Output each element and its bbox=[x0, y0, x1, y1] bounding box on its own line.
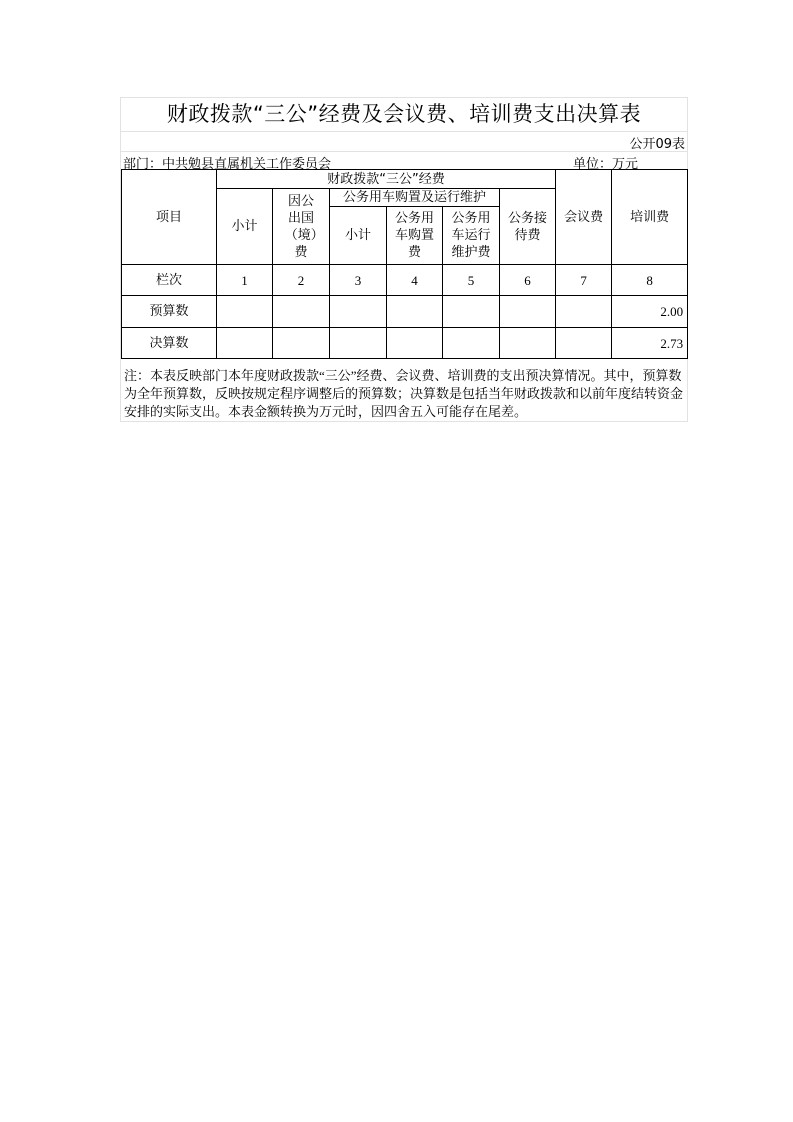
table-cell bbox=[387, 296, 443, 328]
table-cell bbox=[443, 328, 500, 359]
column-number: 4 bbox=[387, 265, 443, 296]
table-cell bbox=[556, 328, 612, 359]
header-vehicle-operation-text: 公务用车运行维护费 bbox=[451, 211, 491, 260]
table-cell bbox=[556, 296, 612, 328]
header-vehicle-purchase-text: 公务用车购置费 bbox=[394, 211, 434, 260]
info-row bbox=[121, 152, 687, 172]
row-label-final: 决算数 bbox=[122, 328, 217, 359]
header-reception-text: 公务接待费 bbox=[508, 210, 548, 243]
header-vehicle-purchase bbox=[387, 207, 443, 265]
unit-label: 单位：万元 bbox=[573, 157, 639, 172]
column-number-label: 栏次 bbox=[122, 265, 217, 296]
table-code-row bbox=[121, 132, 687, 152]
table-cell bbox=[273, 296, 330, 328]
column-number: 7 bbox=[556, 265, 612, 296]
table-cell bbox=[387, 328, 443, 359]
column-number: 1 bbox=[217, 265, 273, 296]
report-title: 财政拨款“三公”经费及会议费、培训费支出决算表 bbox=[121, 98, 687, 132]
table-cell bbox=[500, 328, 556, 359]
report-sheet bbox=[120, 97, 688, 422]
table-cell bbox=[443, 296, 500, 328]
table-cell bbox=[273, 328, 330, 359]
table-code: 公开09表 bbox=[629, 137, 685, 152]
row-label-budget: 预算数 bbox=[122, 296, 217, 328]
header-subtotal: 小计 bbox=[217, 189, 273, 265]
header-item: 项目 bbox=[122, 170, 217, 265]
column-number: 5 bbox=[443, 265, 500, 296]
header-abroad bbox=[273, 189, 330, 265]
header-vehicle-group: 公务用车购置及运行维护 bbox=[330, 189, 500, 207]
table-cell bbox=[500, 296, 556, 328]
table-cell bbox=[330, 328, 387, 359]
table-cell bbox=[217, 328, 273, 359]
header-meeting: 会议费 bbox=[556, 170, 612, 265]
column-number: 2 bbox=[273, 265, 330, 296]
column-number: 8 bbox=[612, 265, 688, 296]
header-abroad-text: 因公出国（境）费 bbox=[284, 193, 318, 260]
expenditure-table bbox=[121, 169, 688, 359]
header-reception bbox=[500, 189, 556, 265]
header-vehicle-operation bbox=[443, 207, 500, 265]
column-number: 6 bbox=[500, 265, 556, 296]
table-note: 注：本表反映部门本年度财政拨款“三公”经费、会议费、培训费的支出预决算情况。其中，预算数为全年预算数，反映按规定程序调整后的预算数；决算数是包括当年财政拨款和以前年度结转资金安排的实际支出。本表金额转换为万元时，因四舍五入可能存在尾差。 bbox=[124, 368, 684, 419]
column-number: 3 bbox=[330, 265, 387, 296]
training-budget-value: 2.00 bbox=[612, 296, 688, 328]
table-cell bbox=[217, 296, 273, 328]
department-label: 部门：中共勉县直属机关工作委员会 bbox=[123, 157, 332, 172]
header-training: 培训费 bbox=[612, 170, 688, 265]
header-three-public: 财政拨款“三公”经费 bbox=[217, 170, 556, 189]
training-final-value: 2.73 bbox=[612, 328, 688, 359]
header-vehicle-subtotal: 小计 bbox=[330, 207, 387, 265]
table-cell bbox=[330, 296, 387, 328]
